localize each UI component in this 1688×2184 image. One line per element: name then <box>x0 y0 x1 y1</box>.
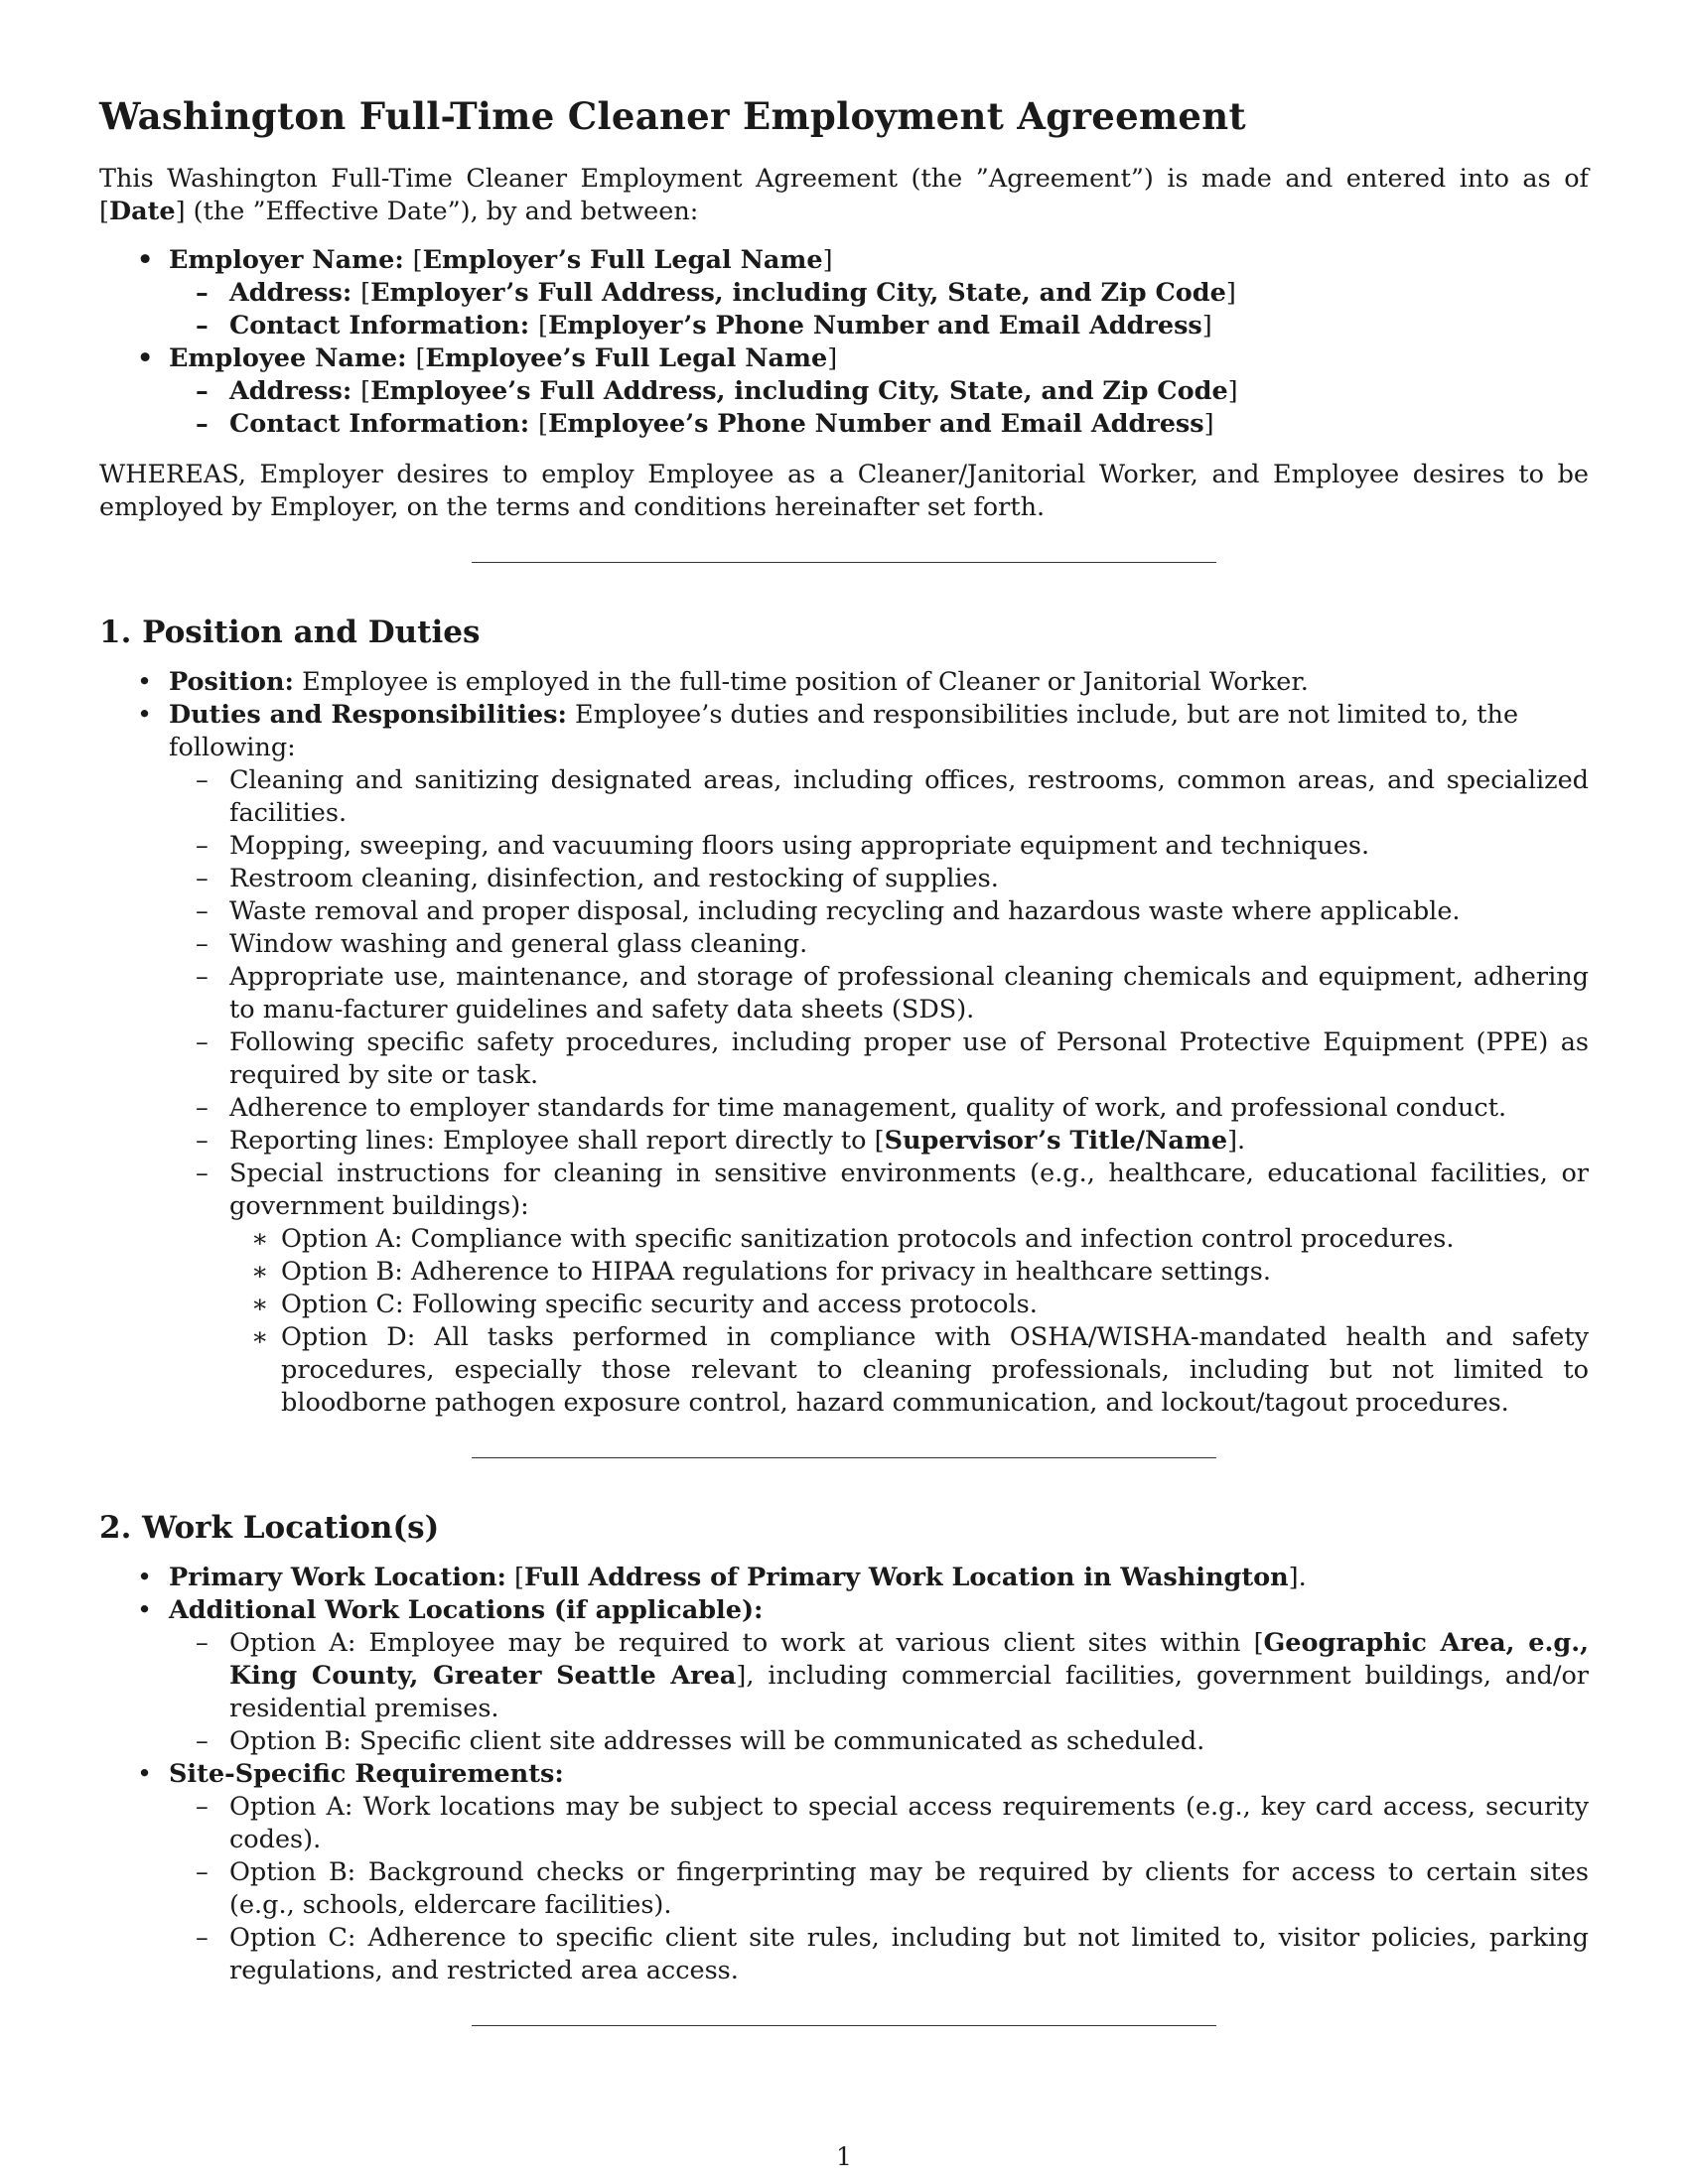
list-item: – Restroom cleaning, disinfection, and restocking of supplies. <box>169 863 1589 895</box>
list-item: – Appropriate use, maintenance, and storage of professional cleaning chemicals and equipment, adhering to manu-facturer guidelines and safety data sheets (SDS). <box>169 961 1589 1026</box>
list-item: – Option B: Background checks or fingerprinting may be required by clients for access to certain sites (e.g., schools, eldercare facilities). <box>169 1856 1589 1922</box>
section-2-list <box>99 1562 1589 1987</box>
employee-contact: – Contact Information: [Employee’s Phone Number and Email Address] <box>169 408 1589 441</box>
list-item: – Mopping, sweeping, and vacuuming floors using appropriate equipment and techniques. <box>169 830 1589 863</box>
employer-address: – Address: [Employer’s Full Address, including City, State, and Zip Code] <box>169 277 1589 310</box>
position-item: • Position: Employee is employed in the full-time position of Cleaner or Janitorial Worker. <box>99 666 1589 699</box>
section-divider <box>472 1457 1216 1458</box>
section-1-heading: 1. Position and Duties <box>99 614 481 650</box>
employer-name-placeholder: Employer’s Full Legal Name <box>422 245 823 275</box>
employee-item: • Employee Name: [Employee’s Full Legal Name] – Address: [Employee’s Full Address, including City, State, and Zip Code] – Contact Information: [Employee’s Phone Number and Email Address] <box>99 342 1589 441</box>
primary-location-item: • Primary Work Location: [Full Address of Primary Work Location in Washington]. <box>99 1562 1589 1594</box>
document-page <box>99 77 1589 2026</box>
parties-list <box>99 244 1589 441</box>
special-instructions-item: – Special instructions for cleaning in sensitive environments (e.g., healthcare, educational facilities, or government buildings): ∗ Option A: Compliance with specific sanitization protocols and infection control procedures. ∗ Option B: Adherence to HIPAA regulations for privacy in healthcare settings. ∗ Option C: Following specific security and access protocols. ∗ Option D: All tasks performed in compliance with OSHA/WISHA-mandated health and safety procedures, especially those relevant to cleaning professionals, including but not limited to bloodborne pathogen exposure control, hazard communication, and lockout/tagout procedures. <box>169 1158 1589 1420</box>
additional-locations-list <box>169 1627 1589 1758</box>
employer-item: • Employer Name: [Employer’s Full Legal Name] – Address: [Employer’s Full Address, including City, State, and Zip Code] – Contact Information: [Employer’s Phone Number and Email Address] <box>99 244 1589 342</box>
duties-item: • Duties and Responsibilities: Employee’s duties and responsibilities include, but are not limited to, the following: – Cleaning and sanitizing designated areas, including offices, restrooms, common areas, and specialized facilities. – Mopping, sweeping, and vacuuming floors using appropriate equipment and techniques. – Restroom cleaning, disinfection, and restocking of supplies. – Waste removal and proper disposal, including recycling and hazardous waste where applicable. – Window washing and general glass cleaning. – Appropriate use, maintenance, and storage of professional cleaning chemicals and equipment, adhering to manu-facturer guidelines and safety data sheets (SDS). – Following specific safety procedures, including proper use of Personal Protective Equipment (PPE) as required by site or task. – Adherence to employer standards for time management, quality of work, and professional conduct. – Reporting lines: Employee shall report directly to [Supervisor’s Title/Name]. – Special instructions for cleaning in sensitive environments (e.g., healthcare, educational facilities, or government buildings): ∗ Option A: Compliance with specific sanitization protocols and infection control procedures. ∗ Option B: Adherence to HIPAA regulations for privacy in healthcare settings. ∗ Option C: Following specific security and access protocols. ∗ Option D: All tasks performed in compliance with OSHA/WISHA-mandated health and safety procedures, especially those relevant to cleaning professionals, including but not limited to bloodborne pathogen exposure control, hazard communication, and lockout/tagout procedures. <box>99 699 1589 1420</box>
employer-contact: – Contact Information: [Employer’s Phone Number and Email Address] <box>169 310 1589 342</box>
list-item: – Cleaning and sanitizing designated areas, including offices, restrooms, common areas, and specialized facilities. <box>169 764 1589 830</box>
list-item: ∗ Option B: Adherence to HIPAA regulations for privacy in healthcare settings. <box>229 1256 1589 1289</box>
list-item: – Following specific safety procedures, including proper use of Personal Protective Equipment (PPE) as required by site or task. <box>169 1026 1589 1092</box>
site-requirements-list <box>169 1791 1589 1987</box>
special-options-list <box>229 1223 1589 1420</box>
list-item: ∗ Option C: Following specific security and access protocols. <box>229 1289 1589 1321</box>
employee-name-placeholder: Employee’s Full Legal Name <box>425 343 828 373</box>
list-item: – Window washing and general glass cleaning. <box>169 928 1589 961</box>
document-title: Washington Full-Time Cleaner Employment Agreement <box>99 94 1246 138</box>
additional-locations-item: • Additional Work Locations (if applicable): – Option A: Employee may be required to work at various client sites within [Geographic Area, e.g., King County, Greater Seattle Area], including commercial facilities, government buildings, and/or residential premises. – Option B: Specific client site addresses will be communicated as scheduled. <box>99 1594 1589 1758</box>
primary-location-placeholder: Full Address of Primary Work Location in Washington <box>523 1563 1289 1592</box>
reporting-item: – Reporting lines: Employee shall report directly to [Supervisor’s Title/Name]. <box>169 1125 1589 1158</box>
section-divider <box>472 562 1216 563</box>
whereas-paragraph: WHEREAS, Employer desires to employ Employee as a Cleaner/Janitorial Worker, and Employee desires to be employed by Employer, on the terms and conditions hereinafter set forth. <box>99 460 1589 522</box>
section-divider <box>472 2025 1216 2026</box>
section-1-list <box>99 666 1589 1420</box>
list-item: – Option C: Adherence to specific client site rules, including but not limited to, visitor policies, parking regulations, and restricted area access. <box>169 1922 1589 1987</box>
list-item: ∗ Option D: All tasks performed in compliance with OSHA/WISHA-mandated health and safety procedures, especially those relevant to cleaning professionals, including but not limited to bloodborne pathogen exposure control, hazard communication, and lockout/tagout procedures. <box>229 1321 1589 1420</box>
list-item: – Option A: Employee may be required to work at various client sites within [Geographic Area, e.g., King County, Greater Seattle Area], including commercial facilities, government buildings, and/or residential premises. <box>169 1627 1589 1725</box>
list-item: – Adherence to employer standards for time management, quality of work, and professional conduct. <box>169 1092 1589 1125</box>
supervisor-placeholder: Supervisor’s Title/Name <box>884 1126 1228 1156</box>
duties-list <box>169 764 1589 1420</box>
site-requirements-item: • Site-Specific Requirements: – Option A: Work locations may be subject to special access requirements (e.g., key card access, security codes). – Option B: Background checks or fingerprinting may be required by clients for access to certain sites (e.g., schools, eldercare facilities). – Option C: Adherence to specific client site rules, including but not limited to, visitor policies, parking regulations, and restricted area access. <box>99 1758 1589 1987</box>
intro-paragraph: This Washington Full-Time Cleaner Employment Agreement (the ”Agreement”) is made and entered into as of [Date] (the ”Effective Date”), by and between: <box>99 164 1589 226</box>
list-item: – Option B: Specific client site addresses will be communicated as scheduled. <box>169 1725 1589 1758</box>
date-placeholder: Date <box>108 197 176 226</box>
list-item: – Option A: Work locations may be subject to special access requirements (e.g., key card access, security codes). <box>169 1791 1589 1856</box>
list-item: ∗ Option A: Compliance with specific sanitization protocols and infection control procedures. <box>229 1223 1589 1256</box>
geographic-area-placeholder: Geographic Area, e.g., King County, Greater Seattle Area <box>229 1628 1589 1691</box>
page-number: 1 <box>836 2142 852 2171</box>
employee-address: – Address: [Employee’s Full Address, including City, State, and Zip Code] <box>169 375 1589 408</box>
section-2-heading: 2. Work Location(s) <box>99 1510 440 1546</box>
list-item: – Waste removal and proper disposal, including recycling and hazardous waste where applicable. <box>169 895 1589 928</box>
